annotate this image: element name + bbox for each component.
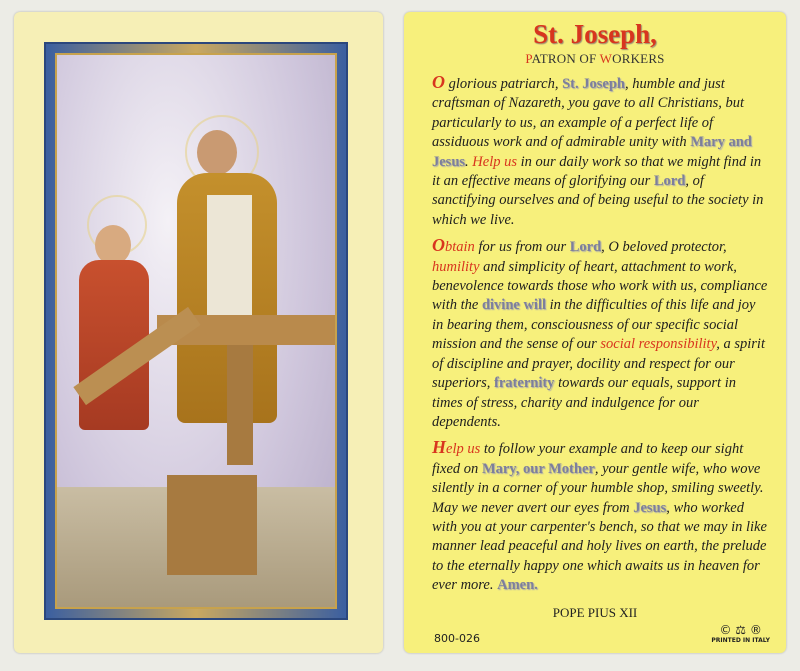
printed-in-label: PRINTED IN ITALY [711, 637, 770, 644]
publisher-seal-icon: © ⚖ ® [719, 623, 762, 637]
drop-capital: O [432, 72, 445, 92]
highlight-name: Mary and Jesus [432, 134, 752, 170]
holy-card-front [14, 12, 383, 653]
highlight-name: Amen. [497, 577, 538, 594]
text-run: , humble and just craftsman of Nazareth, you gave to all Christians, but particularly to us, an example of a perfect life of assiduous work and of admirable unity with [432, 76, 745, 151]
text-run: ORKERS [612, 51, 665, 66]
prayer-text [432, 73, 770, 602]
text-run: , O beloved protector, [601, 239, 727, 256]
text-run: W [599, 51, 613, 66]
drop-capital: H [432, 437, 447, 458]
text-run: , of sanctifying ourselves and of being useful to the society in which we live. [432, 173, 764, 228]
prayer-paragraph [432, 438, 770, 595]
product-code: 800-026 [434, 632, 480, 645]
prayer-paragraph [432, 73, 770, 230]
card-title: St. Joseph, [533, 19, 657, 49]
text-run: P [525, 51, 532, 66]
highlight-red: btain [445, 239, 475, 256]
highlight-red: elp us [446, 441, 481, 458]
text-run: for us from our [474, 239, 570, 256]
prayer-paragraph [432, 236, 770, 432]
card-footer [432, 623, 770, 645]
text-run: in the difficulties of this life and joy in bearing them, consciousness of our specific social mission and the sense of our [432, 297, 756, 353]
text-run: in our daily work so that we might find in it an effective means of glorifying our [432, 153, 762, 190]
attribution: POPE PIUS XII [552, 604, 638, 620]
text-run: . [465, 153, 473, 170]
card-subtitle [432, 50, 758, 67]
publisher-logo [711, 623, 770, 645]
text-run: , a spirit of discipline and prayer, docility and respect for our superiors, [432, 336, 765, 392]
text-run: , who worked with you at your carpenter's bench, so that we may in like manner lead peaceful and holy lives on earth, the prelude to the eternally happy one which awaits us in heaven for ever more. [432, 499, 767, 594]
text-run: to follow your example and to keep our sight fixed on [432, 441, 744, 477]
highlight-name: fraternity [494, 375, 555, 392]
holy-card-back [404, 12, 786, 653]
drop-capital: O [432, 235, 445, 256]
highlight-name: St. Joseph [562, 76, 625, 92]
text-run: , your gentle wife, who wove silently in a corner of your humble shop, smiling sweetly. May we never avert our eyes from [432, 460, 764, 516]
highlight-red: humility [432, 258, 480, 275]
text-run: glorious patriarch, [445, 76, 563, 92]
highlight-name: Lord [569, 239, 602, 256]
highlight-red: social responsibility [600, 336, 717, 353]
highlight-name: Lord [653, 173, 686, 190]
highlight-name: divine will [481, 297, 547, 314]
highlight-name: Mary, our Mother [481, 460, 595, 477]
st-joseph-illustration [55, 53, 337, 609]
highlight-name: Jesus [633, 499, 667, 516]
highlight-red: Help us [472, 153, 518, 170]
text-run: ATRON OF [531, 51, 600, 66]
text-run: towards our equals, support in times of stress, charity and indulgence for our dependents. [432, 375, 736, 430]
text-run: and simplicity of heart, attachment to work, benevolence towards those who work with us, compliance with the [432, 258, 768, 314]
ornate-frame [44, 42, 348, 620]
